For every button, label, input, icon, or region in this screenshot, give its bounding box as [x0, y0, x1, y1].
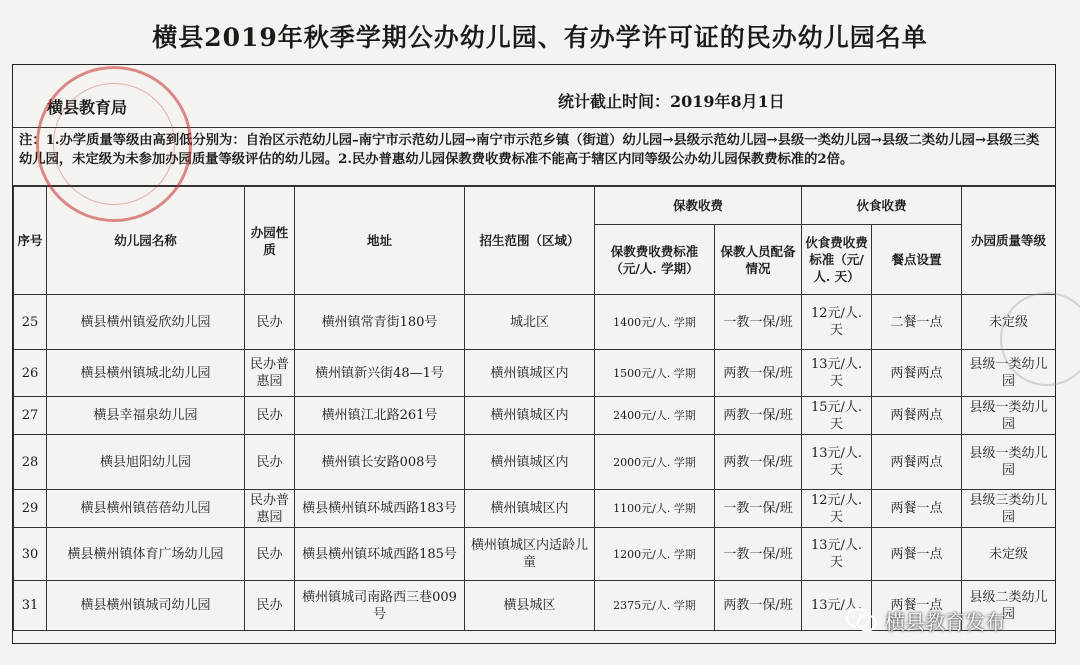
cell-staffing: 一教一保/班: [715, 528, 802, 581]
cell-address: 横县横州镇环城西路185号: [295, 528, 465, 581]
cell-address: 横县横州镇环城西路183号: [295, 490, 465, 528]
header-care-fee-group: 保教收费: [595, 187, 802, 225]
cell-nature: 民办普惠园: [245, 490, 295, 528]
cell-seq: 30: [14, 528, 47, 581]
cell-name: 横县横州镇蓓蓓幼儿园: [47, 490, 245, 528]
cell-fee: 1400元/人. 学期: [595, 295, 715, 350]
cell-seq: 25: [14, 295, 47, 350]
cell-name: 横县横州镇体育广场幼儿园: [47, 528, 245, 581]
cell-seq: 28: [14, 435, 47, 490]
cell-meal-fee: 12元/人. 天: [802, 295, 872, 350]
header-meal-fee-group: 伙食收费: [802, 187, 962, 225]
cell-nature: 民办: [245, 435, 295, 490]
cell-meal-fee: 13元/人. 天: [802, 350, 872, 397]
table-row: [14, 435, 1056, 490]
cell-area: 横州镇城区内: [465, 490, 595, 528]
kindergarten-list-sheet: [12, 64, 1056, 644]
cell-staffing: 两教一保/班: [715, 350, 802, 397]
cell-area: 城北区: [465, 295, 595, 350]
cell-staffing: 两教一保/班: [715, 397, 802, 435]
cell-meal-fee: 12元/人. 天: [802, 490, 872, 528]
cell-meals: 两餐一点: [872, 490, 962, 528]
watermark-text: 横县教育发布: [885, 609, 1005, 634]
cell-seq: 26: [14, 350, 47, 397]
header-staffing: 保教人员配备情况: [715, 225, 802, 295]
table-row: [14, 397, 1056, 435]
cell-nature: 民办: [245, 581, 295, 631]
cell-fee: 2375元/人. 学期: [595, 581, 715, 631]
cell-area: 横县城区: [465, 581, 595, 631]
issuing-bureau: 横县教育局: [47, 98, 128, 117]
cell-area: 横州镇城区内: [465, 350, 595, 397]
cell-seq: 31: [14, 581, 47, 631]
header-seq: 序号: [14, 187, 47, 295]
wechat-icon: [845, 607, 879, 633]
cell-staffing: 一教一保/班: [715, 295, 802, 350]
cell-meals: 二餐一点: [872, 295, 962, 350]
header-address: 地址: [295, 187, 465, 295]
cell-meals: 两餐两点: [872, 397, 962, 435]
cell-area: 横州镇城区内: [465, 397, 595, 435]
cell-name: 横县旭阳幼儿园: [47, 435, 245, 490]
header-meals: 餐点设置: [872, 225, 962, 295]
cell-meals: 两餐一点: [872, 528, 962, 581]
cell-address: 横州镇长安路008号: [295, 435, 465, 490]
cell-name: 横县横州镇城司幼儿园: [47, 581, 245, 631]
cell-name: 横县幸福泉幼儿园: [47, 397, 245, 435]
cell-address: 横州镇江北路261号: [295, 397, 465, 435]
cell-quality: 县级一类幼儿园: [962, 350, 1056, 397]
cell-fee: 2400元/人. 学期: [595, 397, 715, 435]
note-text: 注：1.办学质量等级由高到低分别为：自治区示范幼儿园–南宁市示范幼儿园→南宁市示范乡镇（街道）幼儿园→县级示范幼儿园→县级一类幼儿园→县级二类幼儿园→县级三类幼儿园，未定级为未参加办园质量等级评估的幼儿园。2.民办普惠幼儿园保教费收费标准不能高于辖区内同等级公办幼儿园保教费标准的2倍。: [13, 128, 1055, 186]
cell-seq: 29: [14, 490, 47, 528]
header-quality: 办园质量等级: [962, 187, 1056, 295]
cell-nature: 民办普惠园: [245, 350, 295, 397]
cell-seq: 27: [14, 397, 47, 435]
cell-area: 横州镇城区内: [465, 435, 595, 490]
header-care-fee-std: 保教费收费标准（元/人. 学期）: [595, 225, 715, 295]
cell-nature: 民办: [245, 397, 295, 435]
cell-staffing: 两教一保/班: [715, 581, 802, 631]
cell-meal-fee: 13元/人.: [802, 581, 872, 631]
cell-fee: 1100元/人. 学期: [595, 490, 715, 528]
cell-meals: 两餐一点: [872, 581, 962, 631]
cell-quality: 县级三类幼儿园: [962, 490, 1056, 528]
header-name: 幼儿园名称: [47, 187, 245, 295]
cell-quality: 未定级: [962, 528, 1056, 581]
table-row: [14, 528, 1056, 581]
cell-area: 横州镇城区内适龄儿童: [465, 528, 595, 581]
header-nature: 办园性质: [245, 187, 295, 295]
cell-address: 横州镇新兴街48—1号: [295, 350, 465, 397]
wechat-watermark: [845, 602, 1005, 638]
sheet-header: [13, 65, 1055, 128]
cell-meals: 两餐两点: [872, 435, 962, 490]
table-row: [14, 350, 1056, 397]
cell-meals: 两餐两点: [872, 350, 962, 397]
document-title: 横县2019年秋季学期公办幼儿园、有办学许可证的民办幼儿园名单: [152, 23, 928, 52]
cell-quality: 县级二类幼儿园: [962, 581, 1056, 631]
cell-staffing: 两教一保/班: [715, 435, 802, 490]
cell-nature: 民办: [245, 295, 295, 350]
cell-quality: 县级一类幼儿园: [962, 435, 1056, 490]
table-row: [14, 295, 1056, 350]
cell-name: 横县横州镇爱欣幼儿园: [47, 295, 245, 350]
cell-meal-fee: 13元/人. 天: [802, 435, 872, 490]
cell-quality: 县级一类幼儿园: [962, 397, 1056, 435]
cell-fee: 1200元/人. 学期: [595, 528, 715, 581]
cell-name: 横县横州镇城北幼儿园: [47, 350, 245, 397]
kindergarten-table: [13, 186, 1056, 631]
cell-meal-fee: 15元/人. 天: [802, 397, 872, 435]
cell-staffing: 一教一保/班: [715, 490, 802, 528]
table-row: [14, 490, 1056, 528]
cell-address: 横州镇城司南路西三巷009号: [295, 581, 465, 631]
cell-address: 横州镇常青街180号: [295, 295, 465, 350]
header-area: 招生范围（区域）: [465, 187, 595, 295]
cell-fee: 1500元/人. 学期: [595, 350, 715, 397]
cutoff-date: 统计截止时间：2019年8月1日: [558, 92, 785, 111]
cell-fee: 2000元/人. 学期: [595, 435, 715, 490]
header-meal-fee-std: 伙食费收费标准（元/人. 天）: [802, 225, 872, 295]
cell-meal-fee: 13元/人. 天: [802, 528, 872, 581]
cell-nature: 民办: [245, 528, 295, 581]
cell-quality: 未定级: [962, 295, 1056, 350]
